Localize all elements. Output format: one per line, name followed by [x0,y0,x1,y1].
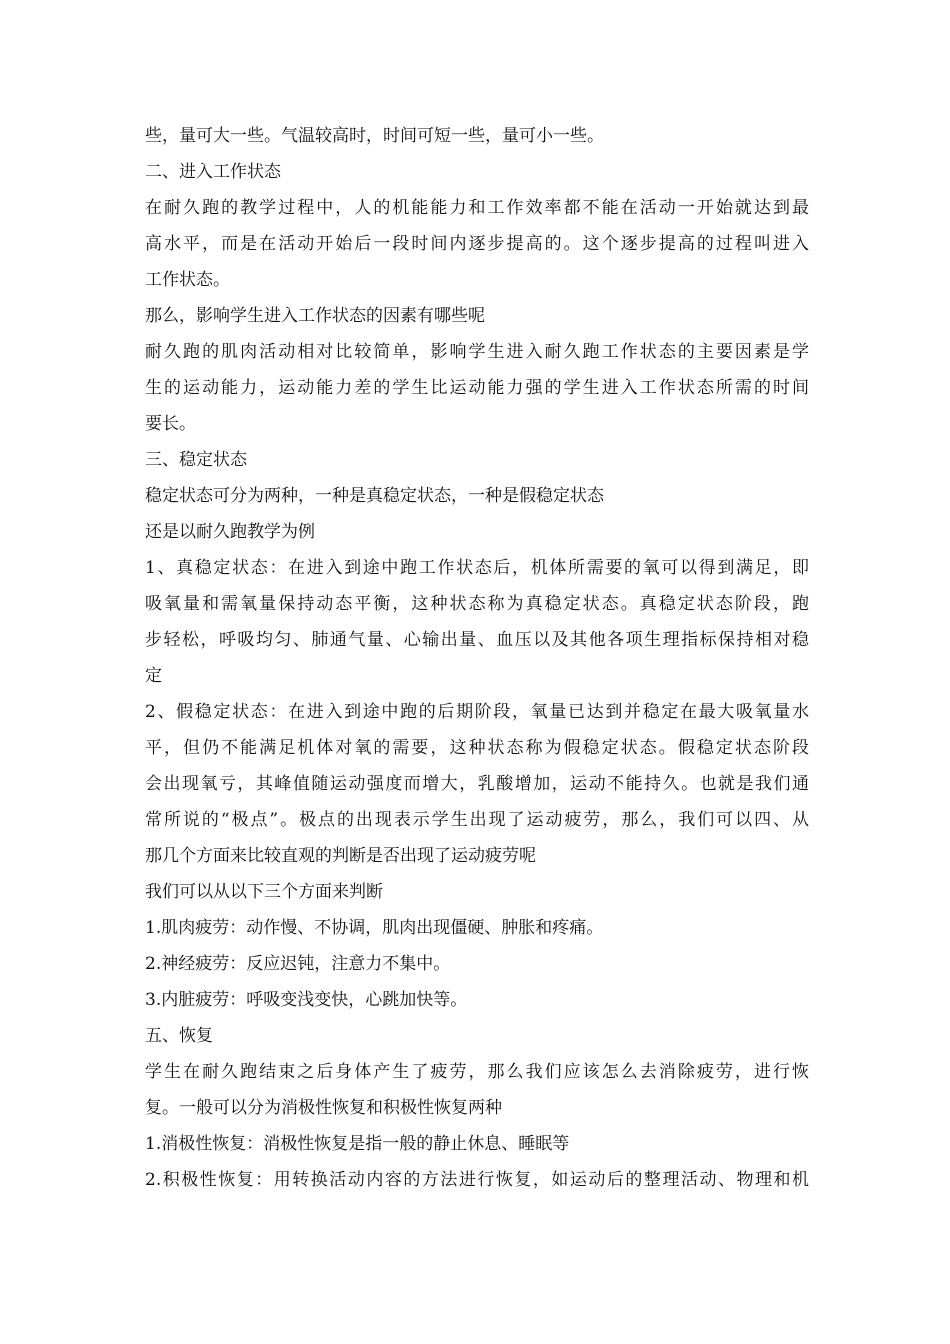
text-line: 学生在耐久跑结束之后身体产生了疲劳，那么我们应该怎么去消除疲劳，进行恢 [145,1062,809,1082]
list-item: 1.肌肉疲劳：动作慢、不协调，肌肉出现僵硬、肿胀和疼痛。 [145,918,604,938]
section-heading: 三、稳定状态 [145,450,247,470]
text-line: 步轻松，呼吸均匀、肺通气量、心输出量、血压以及其他各项生理指标保持相对稳 [145,630,809,650]
text-line: 稳定状态可分为两种，一种是真稳定状态，一种是假稳定状态 [145,486,604,506]
text-line: 复。一般可以分为消极性恢复和积极性恢复两种 [145,1098,502,1118]
list-item: 3.内脏疲劳：呼吸变浅变快，心跳加快等。 [145,990,468,1010]
text-line: 耐久跑的肌肉活动相对比较简单，影响学生进入耐久跑工作状态的主要因素是学 [145,342,809,362]
text-line: 在耐久跑的教学过程中，人的机能能力和工作效率都不能在活动一开始就达到最 [145,198,809,218]
text-line: 1、真稳定状态：在进入到途中跑工作状态后，机体所需要的氧可以得到满足，即 [145,558,809,578]
section-heading: 五、恢复 [145,1026,213,1046]
list-item: 1.消极性恢复：消极性恢复是指一般的静止休息、睡眠等 [145,1134,570,1154]
text-line: 还是以耐久跑教学为例 [145,522,315,542]
list-item: 2.积极性恢复：用转换活动内容的方法进行恢复，如运动后的整理活动、物理和机 [145,1170,809,1190]
text-line: 常所说的“极点”。极点的出现表示学生出现了运动疲劳，那么，我们可以四、从 [145,810,809,830]
text-line: 那几个方面来比较直观的判断是否出现了运动疲劳呢 [145,846,536,866]
document-body [145,118,809,1198]
list-item: 2.神经疲劳：反应迟钝，注意力不集中。 [145,954,451,974]
text-line: 2、假稳定状态：在进入到途中跑的后期阶段，氧量已达到并稳定在最大吸氧量水 [145,702,809,722]
text-line: 那么，影响学生进入工作状态的因素有哪些呢 [145,306,485,326]
text-line: 要长。 [145,414,196,434]
text-line: 些，量可大一些。气温较高时，时间可短一些，量可小一些。 [145,126,604,146]
text-line: 吸氧量和需氧量保持动态平衡，这种状态称为真稳定状态。真稳定状态阶段，跑 [145,594,809,614]
section-heading: 二、进入工作状态 [145,162,281,182]
text-line: 我们可以从以下三个方面来判断 [145,882,383,902]
text-line: 定 [145,666,162,686]
text-line: 会出现氧亏，其峰值随运动强度而增大，乳酸增加，运动不能持久。也就是我们通 [145,774,809,794]
text-line: 生的运动能力，运动能力差的学生比运动能力强的学生进入工作状态所需的时间 [145,378,809,398]
text-line: 平，但仍不能满足机体对氧的需要，这种状态称为假稳定状态。假稳定状态阶段 [145,738,809,758]
text-line: 工作状态。 [145,270,230,290]
text-line: 高水平，而是在活动开始后一段时间内逐步提高的。这个逐步提高的过程叫进入 [145,234,809,254]
